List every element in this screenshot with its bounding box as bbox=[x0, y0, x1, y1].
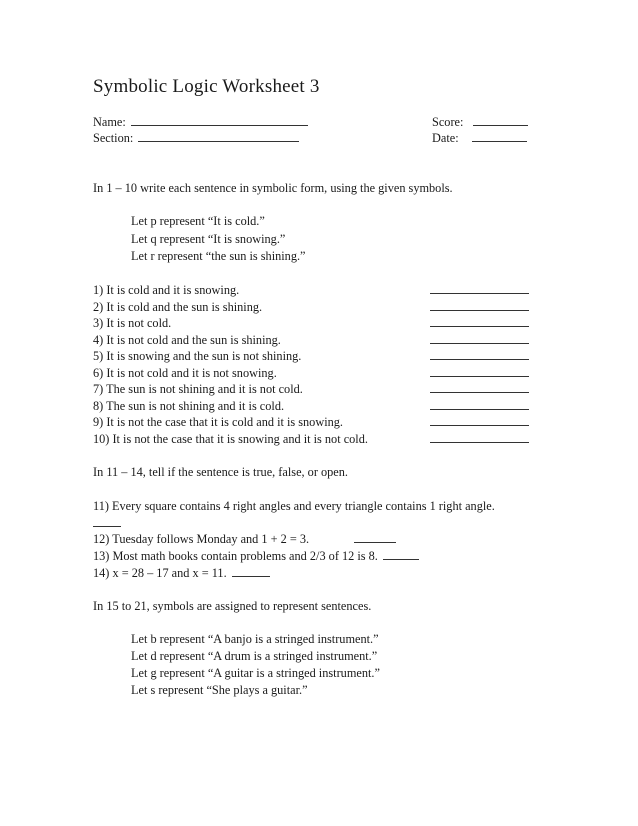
score-label: Score: bbox=[432, 115, 464, 129]
question-13: 13) Most math books contain problems and 2/3 of 12 is 8. bbox=[93, 549, 378, 563]
date-field bbox=[432, 130, 527, 146]
section-field bbox=[93, 130, 299, 146]
question-13-row bbox=[93, 548, 419, 564]
question-10: 10) It is not the case that it is snowing and it is not cold. bbox=[93, 432, 368, 446]
page-title: Symbolic Logic Worksheet 3 bbox=[93, 76, 320, 97]
question-4: 4) It is not cold and the sun is shining. bbox=[93, 333, 281, 347]
question-12-row bbox=[93, 531, 396, 547]
name-field bbox=[93, 114, 308, 130]
answer-blank-8[interactable] bbox=[430, 409, 529, 410]
answer-blank-7[interactable] bbox=[430, 392, 529, 393]
part1-instructions: In 1 – 10 write each sentence in symbolic form, using the given symbols. bbox=[93, 181, 453, 195]
answer-blank-4[interactable] bbox=[430, 343, 529, 344]
answer-blank-6[interactable] bbox=[430, 376, 529, 377]
question-11: 11) Every square contains 4 right angles and every triangle contains 1 right angle. bbox=[93, 499, 495, 513]
answer-blank-12[interactable] bbox=[354, 531, 396, 543]
section-label: Section: bbox=[93, 131, 134, 145]
question-7: 7) The sun is not shining and it is not cold. bbox=[93, 382, 303, 396]
part3-instructions: In 15 to 21, symbols are assigned to represent sentences. bbox=[93, 599, 372, 613]
question-5: 5) It is snowing and the sun is not shining. bbox=[93, 349, 302, 363]
date-label: Date: bbox=[432, 131, 459, 145]
symbol-r: Let r represent “the sun is shining.” bbox=[131, 249, 306, 263]
answer-blank-3[interactable] bbox=[430, 326, 529, 327]
symbol-b: Let b represent “A banjo is a stringed instrument.” bbox=[131, 632, 379, 646]
answer-blank-5[interactable] bbox=[430, 359, 529, 360]
question-14: 14) x = 28 – 17 and x = 11. bbox=[93, 566, 227, 580]
symbol-g: Let g represent “A guitar is a stringed instrument.” bbox=[131, 666, 380, 680]
question-6: 6) It is not cold and it is not snowing. bbox=[93, 366, 277, 380]
answer-blank-13[interactable] bbox=[383, 548, 419, 560]
answer-blank-14[interactable] bbox=[232, 565, 270, 577]
name-label: Name: bbox=[93, 115, 126, 129]
symbol-s: Let s represent “She plays a guitar.” bbox=[131, 683, 308, 697]
question-14-row bbox=[93, 565, 270, 581]
question-12: 12) Tuesday follows Monday and 1 + 2 = 3. bbox=[93, 532, 310, 546]
question-3: 3) It is not cold. bbox=[93, 316, 172, 330]
name-blank[interactable] bbox=[131, 114, 308, 126]
question-9: 9) It is not the case that it is cold and it is snowing. bbox=[93, 415, 344, 429]
answer-blank-2[interactable] bbox=[430, 310, 529, 311]
section-blank[interactable] bbox=[138, 130, 299, 142]
question-1: 1) It is cold and it is snowing. bbox=[93, 283, 240, 297]
answer-blank-9[interactable] bbox=[430, 425, 529, 426]
answer-blank-11[interactable] bbox=[93, 526, 121, 527]
question-8: 8) The sun is not shining and it is cold. bbox=[93, 399, 285, 413]
question-2: 2) It is cold and the sun is shining. bbox=[93, 300, 263, 314]
symbol-d: Let d represent “A drum is a stringed instrument.” bbox=[131, 649, 378, 663]
answer-blank-1[interactable] bbox=[430, 293, 529, 294]
symbol-p: Let p represent “It is cold.” bbox=[131, 214, 265, 228]
score-blank[interactable] bbox=[473, 114, 528, 126]
symbol-q: Let q represent “It is snowing.” bbox=[131, 232, 286, 246]
answer-blank-10[interactable] bbox=[430, 442, 529, 443]
score-field bbox=[432, 114, 528, 130]
date-blank[interactable] bbox=[472, 130, 527, 142]
part2-instructions: In 11 – 14, tell if the sentence is true, false, or open. bbox=[93, 465, 348, 479]
